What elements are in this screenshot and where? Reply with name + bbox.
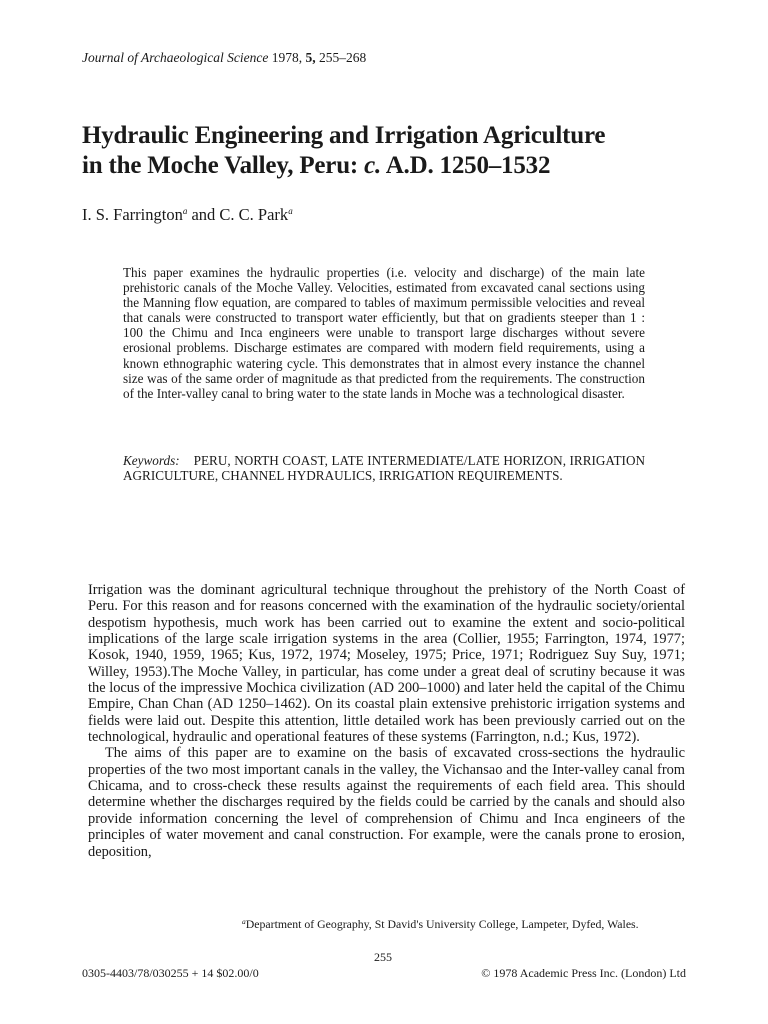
author-2: C. C. Park (219, 205, 289, 224)
body-paragraph-2: The aims of this paper are to examine on the basis of excavated cross-sections the hydraulic properties of the two most important canals in the valley, the Vichansao and the Inter-valley canal from Chicama, and to cross-check these results against the requirements of each field area. This should determine whether the discharges required by the fields could be carried by the canals and should also provide information concerning the level of comprehension of Chimu and Inca engineers of the principles of water movement and canal construction. For example, were the canals prone to erosion, deposition, (88, 745, 685, 860)
page-number (0, 950, 768, 965)
affiliation-footnote (242, 918, 686, 932)
page-number-text: 255 (374, 950, 392, 964)
journal-volume: 5, (305, 50, 316, 65)
body-paragraph-1: Irrigation was the dominant agricultural technique throughout the prehistory of the North Coast of Peru. For this reason and for reasons concerned with the examination of the hydraulic society/oriental despotism hypothesis, much work has been carried out to examine the extent and socio-political implications of the large scale irrigation systems in the area (Collier, 1955; Farrington, 1974, 1977; Kosok, 1940, 1959, 1965; Kus, 1972, 1974; Moseley, 1975; Price, 1971; Rodriguez Suy Suy, 1971; Willey, 1953).The Moche Valley, in particular, has come under a great deal of scrutiny because it was the locus of the impressive Mochica civilization (AD 200–1000) and later held the capital of the Chimu Empire, Chan Chan (AD 1250–1462). On its coastal plain extensive prehistoric irrigation systems and fields were laid out. Despite this attention, little detailed work has been previously carried out on the technological, hydraulic and operational features of these systems (Farrington, n.d.; Kus, 1972). (88, 582, 685, 746)
issn-code: 0305-4403/78/030255 + 14 $02.00/0 (82, 966, 259, 980)
journal-citation (82, 50, 366, 66)
journal-year: 1978, (271, 50, 303, 65)
keywords-label: Keywords: (123, 453, 180, 468)
journal-pages: 255–268 (318, 50, 367, 65)
keywords (123, 453, 645, 484)
author-1-affiliation-mark: a (182, 206, 188, 216)
author-2-affiliation-mark: a (288, 206, 293, 216)
title-circa: c. (364, 152, 382, 179)
author-joiner: and (187, 205, 220, 224)
article-body (88, 582, 685, 860)
title-line-1: Hydraulic Engineering and Irrigation Agriculture (82, 122, 606, 149)
title-line-2 (82, 151, 702, 181)
abstract: This paper examines the hydraulic properties (i.e. velocity and discharge) of the main late prehistoric canals of the Moche Valley. Velocities, estimated from excavated canal sections using the Manning flow equation, are compared to tables of maximum permissible velocities and reveal that canals were constructed to transport water efficiently, but that on gradients steeper than 1 : 100 the Chimu and Inca engineers were unable to transport large discharges without severe erosional problems. Discharge estimates are compared with modern field requirements, using a known ethnographic watering cycle. This demonstrates that in almost every instance the channel size was of the same order of magnitude as that predicted from the requirements. The construction of the Inter-valley canal to bring water to the state lands in Moche was a technological disaster. (123, 265, 645, 401)
footnote-mark: a (242, 917, 246, 926)
keywords-text: PERU, NORTH COAST, LATE INTERMEDIATE/LATE HORIZON, IRRIGATION AGRICULTURE, CHANNEL HYDRAULICS, IRRIGATION REQUIREMENTS. (123, 453, 645, 484)
title-line-2-main: in the Moche Valley, Peru: (82, 152, 365, 179)
copyright-notice: © 1978 Academic Press Inc. (London) Ltd (481, 966, 686, 980)
journal-name: Journal of Archaeological Science (82, 50, 269, 65)
author-1: I. S. Farrington (82, 205, 183, 224)
footnote-text: Department of Geography, St David's University College, Lampeter, Dyfed, Wales. (245, 917, 639, 931)
title-dates: A.D. 1250–1532 (381, 152, 551, 179)
article-title (82, 121, 702, 181)
author-list (82, 205, 293, 225)
